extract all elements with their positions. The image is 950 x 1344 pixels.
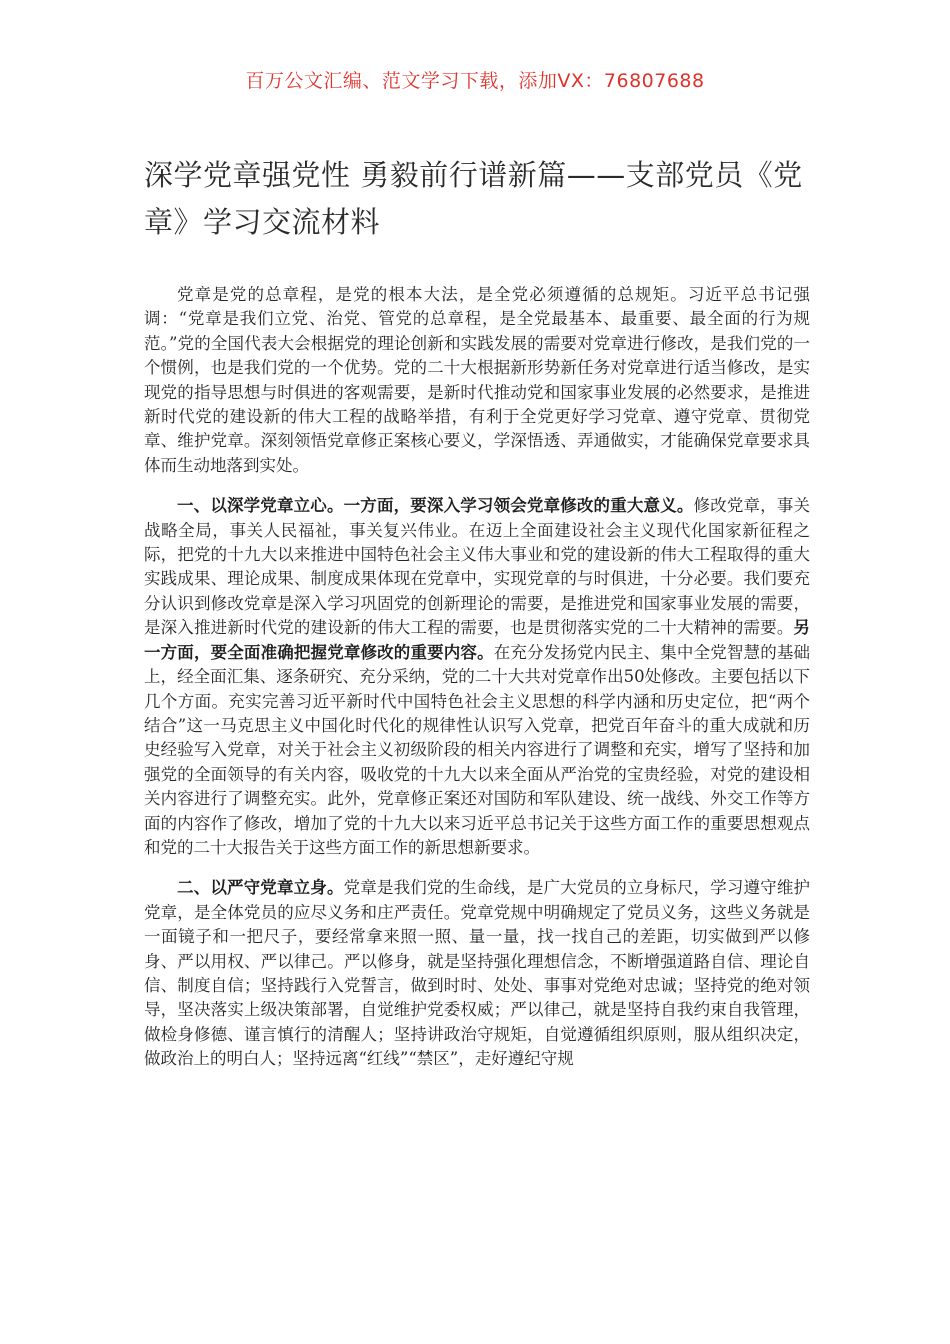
section-1-sub1-text: 修改党章，事关战略全局，事关人民福祉，事关复兴伟业。在迈上全面建设社会主义现代化国家新征程之际，把党的十九大以来推进中国特色社会主义伟大事业和党的建设新的伟大工程取得的重大实践成果、理论成果、制度成果体现在党章中，实现党章的与时俱进，十分必要。我们要充分认识到修改党章是深入学习巩固党的创新理论的需要，是推进党和国家事业发展的需要，是深入推进新时代党的建设新的伟大工程的需要，也是贯彻落实党的二十大精神的需要。 <box>144 496 811 638</box>
section-2-heading: 二、以严守党章立身。 <box>177 878 344 898</box>
document-title: 深学党章强党性 勇毅前行谱新篇——支部党员《党章》学习交流材料 <box>144 158 803 239</box>
section-1-paragraph <box>144 494 810 860</box>
document-body <box>144 283 810 1088</box>
section-1-sub2-text: 在充分发扬党内民主、集中全党智慧的基础上，经全面汇集、逐条研究、充分采纳，党的二十大共对党章作出50处修改。主要包括以下几个方面。充实完善习近平新时代中国特色社会主义思想的科学内涵和历史定位，把“两个结合”这一马克思主义中国化时代化的规律性认识写入党章，把党百年奋斗的重大成就和历史经验写入党章，对关于社会主义初级阶段的相关内容进行了调整和充实，增写了坚持和加强党的全面领导的有关内容，吸收党的十九大以来全面从严治党的宝贵经验，对党的建设相关内容进行了调整充实。此外，党章修正案还对国防和军队建设、统一战线、外交工作等方面的内容作了修改，增加了党的十九大以来习近平总书记关于这些方面工作的重要思想观点和党的二十大报告关于这些方面工作的新思想新要求。 <box>144 642 811 857</box>
section-2-text: 党章是我们党的生命线，是广大党员的立身标尺，学习遵守维护党章，是全体党员的应尽义务和庄严责任。党章党规中明确规定了党员义务，这些义务就是一面镜子和一把尺子，要经常拿来照一照、量一量，找一找自己的差距，切实做到严以修身、严以用权、严以律己。严以修身，就是坚持强化理想信念，不断增强道路自信、理论自信、制度自信；坚持践行入党誓言，做到时时、处处、事事对党绝对忠诚；坚持党的绝对领导，坚决落实上级决策部署，自觉维护党委权威；严以律己，就是坚持自我约束自我管理，做检身修德、谨言慎行的清醒人；坚持讲政治守规矩，自觉遵循组织原则，服从组织决定，做政治上的明白人；坚持远离“红线”“禁区”，走好遵纪守规 <box>144 878 811 1069</box>
intro-paragraph: 党章是党的总章程，是党的根本大法，是全党必须遵循的总规矩。习近平总书记强调：“党章是我们立党、治党、管党的总章程，是全党最基本、最重要、最全面的行为规范。”党的全国代表大会根据党的理论创新和实践发展的需要对党章进行修改，是我们党的一个惯例，也是我们党的一个优势。党的二十大根据新形势新任务对党章进行适当修改，是实现党的指导思想与时俱进的客观需要，是新时代推动党和国家事业发展的必然要求，是推进新时代党的建设新的伟大工程的战略举措，有利于全党更好学习党章、遵守党章、贯彻党章、维护党章。深刻领悟党章修正案核心要义，学深悟透、弄通做实，才能确保党章要求具体而生动地落到实处。 <box>144 285 810 475</box>
section-1-sub1-heading: 一方面，要深入学习领会党章修改的重大意义。 <box>343 496 694 516</box>
section-2-paragraph <box>144 876 810 1071</box>
section-1-sub2-heading: 另一方面，要全面准确把握党章修改的重要内容。 <box>144 618 810 662</box>
section-1-heading: 一、以深学党章立心。 <box>177 496 344 516</box>
header-banner: 百万公文汇编、范文学习下载，添加VX：76807688 <box>245 70 705 92</box>
